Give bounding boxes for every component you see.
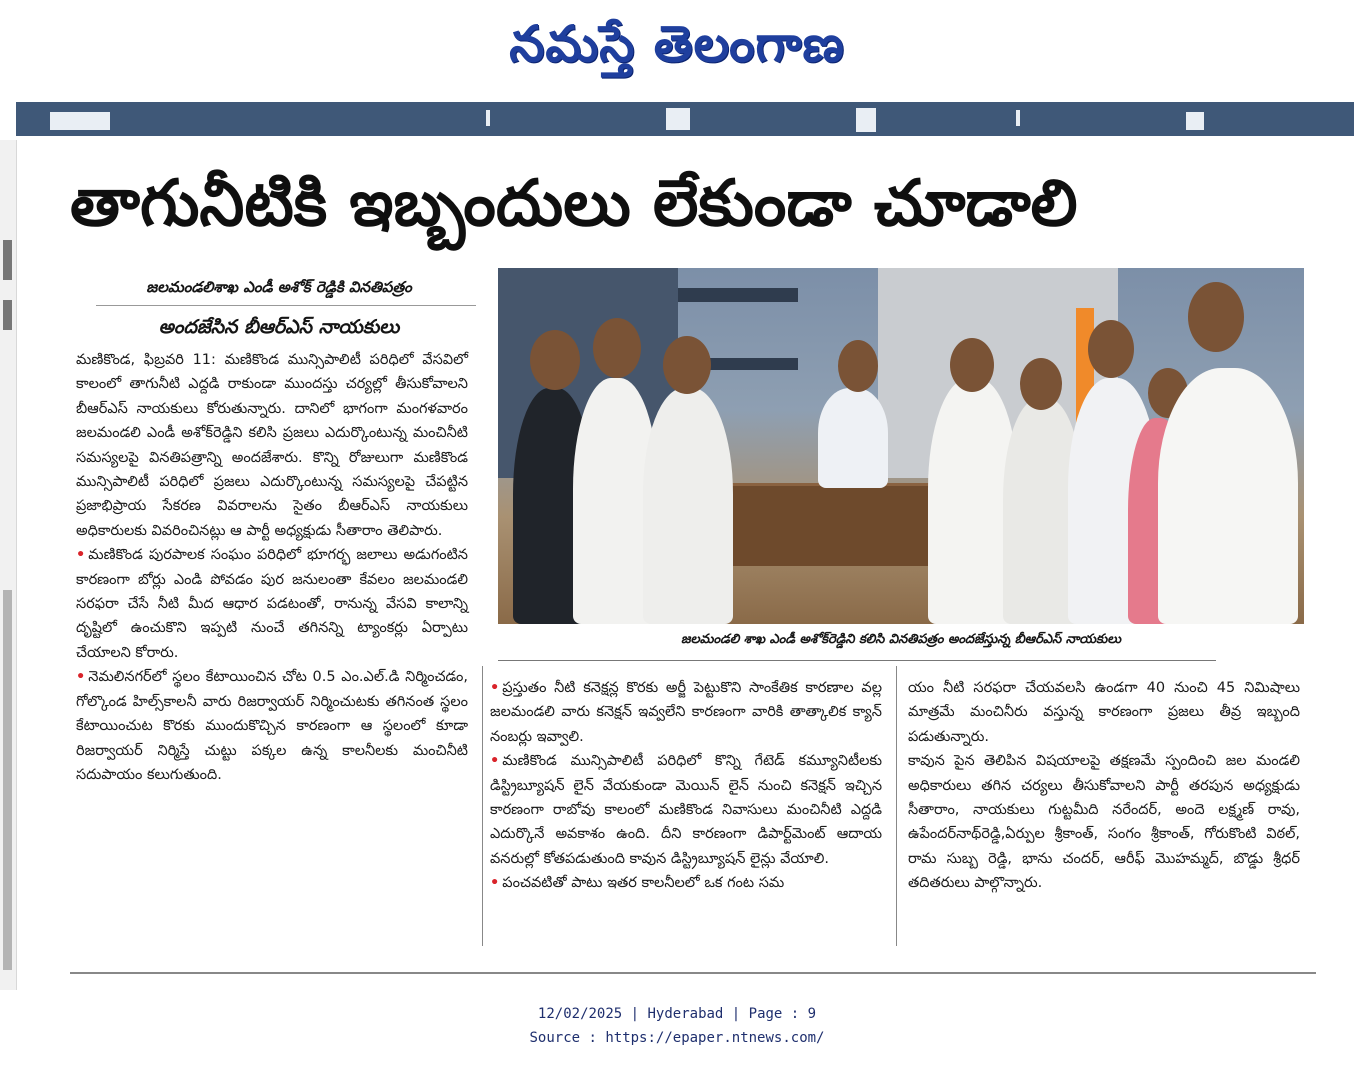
article-paragraph: • ప్రస్తుతం నీటి కనెక్షన్ల కొరకు అర్జీ పెట్టుకొని సాంకేతిక కారణాల వల్ల జలమండలి వారు కనెక్షన్ ఇవ్వలేని కారణంగా వారికి తాత్కాలిక క్యాన్ నంబర్లు ఇవ్వాలి. — [490, 680, 882, 745]
bullet-icon: • — [490, 753, 500, 770]
source-link[interactable]: Source : https://epaper.ntnews.com/ — [529, 1030, 825, 1046]
article-paragraph: • నెమలినగర్‌లో స్థలం కేటాయించిన చోట 0.5 ఎం.ఎల్.డి నిర్మించడం, గోల్కొండ హిల్స్‌కాలనీ వారు రిజర్వాయర్ నిర్మించుటకు తగినంత స్థలం కేటాయించుట కొరకు ముందుకొచ్చిన కారణంగా ఆ స్థలంలో కూడా రిజర్వాయర్ నిర్మిస్తే చుట్టు పక్కల ఉన్న కాలనీలకు మంచినీటి సదుపాయం కలుగుతుంది. — [76, 669, 468, 783]
news-photo — [498, 268, 1304, 624]
subhead-line-2: అందజేసిన బీఆర్ఎస్ నాయకులు — [158, 316, 400, 338]
photo-caption: జలమండలి శాఖ ఎండీ అశోక్‌రెడ్డిని కలిసి వినతిపత్రం అందజేస్తున్న బీఆర్ఎస్ నాయకులు — [681, 632, 1121, 647]
header-band — [16, 102, 1354, 136]
column-divider — [482, 666, 483, 946]
column-divider — [896, 666, 897, 946]
bullet-icon: • — [490, 680, 500, 696]
article-paragraph: మణికొండ, ఫిబ్రవరి 11: మణికొండ మున్సిపాలిటీ పరిధిలో వేసవిలో కాలంలో తాగునీటి ఎద్దడి రాకుండా ముందస్తు చర్యల్లో తీసుకోవాలని బీఆర్ఎస్ నాయకులు కోరుతున్నారు. దానిలో భాగంగా మంగళవారం జలమండలి ఎండీ అశోక్‌రెడ్డిని కలిసి ప్రజలు ఎదుర్కొంటున్న మంచినీటి సమస్యలపై వినతిపత్రాన్ని అందజేశారు. కొన్ని రోజులుగా మణికొండ మున్సిపాలిటీ పరిధిలో ప్రజలు ఎదుర్కొంటున్న సమస్యలపై చేపట్టిన ప్రజాభిప్రాయ సేకరణ వివరాలను సైతం బీఆర్ఎస్ నాయకులు అధికారులకు వివరించినట్లు ఆ పార్టీ అధ్యక్షుడు సీతారాం తెలిపారు. — [76, 352, 468, 539]
article-paragraph: • మణికొండ మున్సిపాలిటీ పరిధిలో కొన్ని గేటెడ్ కమ్యూనిటీలకు డిస్ట్రిబ్యూషన్ లైన్ వేయకుండా మెయిన్ లైన్ నుంచి కనెక్షన్ ఇచ్చిన కారణంగా రాబోవు కాలంలో మణికొండ నివాసులు మంచినీటి ఎద్దడి ఎదుర్కొనే అవకాశం ఉంది. దీని కారణంగా డిపార్ట్‌మెంట్ ఆదాయ వనరుల్లో కోతపడుతుంది కావున డిస్ట్రిబ్యూషన్ లైన్లు వేయాలి. — [490, 753, 882, 867]
article-column-2 — [490, 676, 882, 896]
caption-divider — [498, 660, 1216, 661]
article-paragraph: • మణికొండ పురపాలక సంఘం పరిధిలో భూగర్భ జలాలు అడుగంటిన కారణంగా బోర్లు ఎండి పోవడం పుర జనులంతా కేవలం జలమండలి సరఫరా చేసే నీటి మీద ఆధార పడటంతో, రానున్న వేసవి కాలాన్ని దృష్టిలో ఉంచుకొని ఇప్పటి నుంచే తగినన్ని ట్యాంకర్లు ఏర్పాటు చేయాలని కోరారు. — [76, 547, 468, 661]
edition-info: 12/02/2025 | Hyderabad | Page : 9 — [537, 1006, 817, 1022]
article-paragraph: యం నీటి సరఫరా చేయవలసి ఉండగా 40 నుంచి 45 నిమిషాలు మాత్రమే మంచినీరు వస్తున్న కారణంగా ప్రజలు తీవ్ర ఇబ్బంది పడుతున్నారు. — [908, 680, 1300, 745]
subhead-divider — [96, 305, 476, 306]
article-column-3 — [908, 676, 1300, 896]
page-gutter — [0, 140, 17, 990]
bullet-icon: • — [76, 669, 86, 686]
article-paragraph: కావున పైన తెలిపిన విషయాలపై తక్షణమే స్పందించి జల మండలి అధికారులు తగిన చర్యలు తీసుకోవాలని పార్టీ తరపున అధ్యక్షుడు సీతారాం, నాయకులు గుట్టమీది నరేందర్, అందె లక్ష్మణ్ రావు, ఉపేందర్‌నాథ్‌రెడ్డి,ఏర్పుల శ్రీకాంత్, సంగం శ్రీకాంత్, గోరుకొంటి విఠల్, రామ సుబ్బ రెడ్డి, భాను చందర్, ఆరీఫ్ మొహమ్మద్, బొడ్డు శ్రీధర్ తదితరులు పాల్గొన్నారు. — [908, 753, 1300, 892]
headline: తాగునీటికి ఇబ్బందులు లేకుండా చూడాలి — [70, 167, 1078, 241]
newspaper-logo: నమస్తే తెలంగాణ — [509, 14, 845, 73]
article-column-1 — [76, 348, 468, 787]
bullet-icon: • — [490, 875, 500, 892]
article-bottom-rule — [70, 972, 1316, 974]
masthead — [0, 0, 1354, 100]
subhead-line-1: జలమండలిశాఖ ఎండీ అశోక్ రెడ్డికి వినతిపత్రం — [146, 278, 412, 296]
bullet-icon: • — [76, 547, 86, 564]
article-paragraph: • పంచవటితో పాటు ఇతర కాలనీలలో ఒక గంట సమ — [490, 875, 785, 892]
